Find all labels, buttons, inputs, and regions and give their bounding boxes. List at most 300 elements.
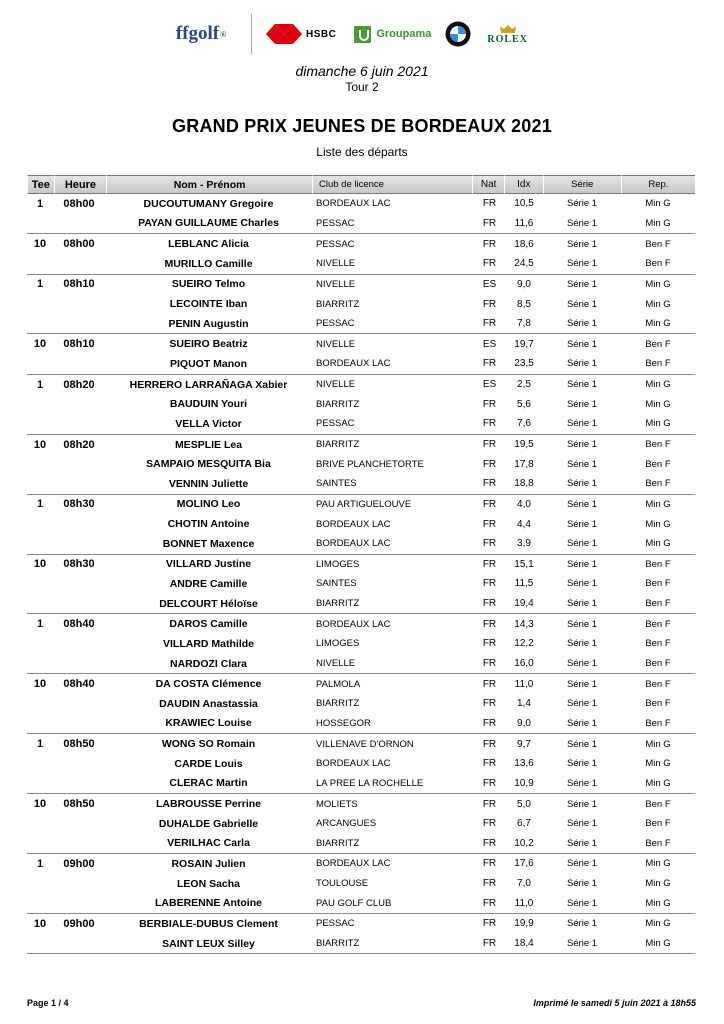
cell-idx: 9,0 xyxy=(517,278,531,290)
page-subtitle: Liste des départs xyxy=(316,145,408,159)
tee-time-group xyxy=(27,854,695,914)
cell-club: BIARRITZ xyxy=(316,698,360,710)
column-header-serie: Série xyxy=(543,175,621,194)
cell-serie: Série 1 xyxy=(566,858,598,870)
table-row xyxy=(27,435,695,455)
cell-rep: Min G xyxy=(645,858,671,870)
cell-club: LIMOGES xyxy=(316,558,360,570)
table-row xyxy=(27,614,695,634)
tee-time-group xyxy=(27,334,695,374)
cell-rep: Ben F xyxy=(645,818,671,830)
cell-club: ARCANGUES xyxy=(316,818,377,830)
cell-nom: DA COSTA Clémence xyxy=(155,678,262,691)
cell-club: BORDEAUX LAC xyxy=(316,758,391,770)
cell-idx: 5,6 xyxy=(517,398,531,410)
cell-tee: 10 xyxy=(33,238,47,251)
cell-tee: 10 xyxy=(33,338,47,351)
cell-nat: FR xyxy=(482,358,497,370)
cell-heure: 08h20 xyxy=(63,438,95,451)
cell-club: PALMOLA xyxy=(316,678,361,690)
cell-rep: Min G xyxy=(645,498,671,510)
cell-nom: CARDE Louis xyxy=(174,757,243,770)
cell-nat: FR xyxy=(482,717,497,729)
cell-nat: FR xyxy=(482,798,497,810)
table-row xyxy=(27,594,695,614)
cell-club: PESSAC xyxy=(316,238,355,250)
cell-club: PAU GOLF CLUB xyxy=(316,897,392,909)
cell-nat: FR xyxy=(482,439,497,450)
cell-nat: FR xyxy=(482,398,497,410)
cell-nom: DUHALDE Gabrielle xyxy=(158,817,259,830)
cell-rep: Ben F xyxy=(645,658,671,670)
cell-idx: 7,6 xyxy=(517,418,531,430)
table-row xyxy=(27,734,695,754)
cell-idx: 19,9 xyxy=(514,918,534,930)
cell-serie: Série 1 xyxy=(566,478,598,490)
tee-time-group xyxy=(27,275,695,335)
cell-serie: Série 1 xyxy=(566,338,598,350)
cell-idx: 24,5 xyxy=(514,258,534,270)
cell-nom: VERILHAC Carla xyxy=(167,837,250,850)
cell-serie: Série 1 xyxy=(566,918,598,930)
cell-tee: 1 xyxy=(36,197,44,210)
cell-serie: Série 1 xyxy=(566,777,598,789)
cell-rep: Ben F xyxy=(645,798,671,810)
cell-serie: Série 1 xyxy=(566,878,598,890)
cell-rep: Ben F xyxy=(645,338,671,350)
cell-serie: Série 1 xyxy=(566,458,598,470)
cell-rep: Min G xyxy=(645,758,671,770)
cell-nom: SAINT LEUX Silley xyxy=(162,937,255,950)
cell-heure: 09h00 xyxy=(63,917,95,930)
cell-nom: LECOINTE Iban xyxy=(169,298,248,311)
cell-idx: 19,7 xyxy=(514,338,534,350)
cell-idx: 2,5 xyxy=(517,379,531,391)
cell-rep: Ben F xyxy=(645,598,671,610)
column-header-tee: Tee xyxy=(27,175,54,194)
table-body xyxy=(27,194,695,954)
cell-nat: FR xyxy=(482,618,497,630)
ffgolf-logo-text: ffgolf xyxy=(175,23,220,44)
cell-club: BIARRITZ xyxy=(316,598,360,610)
cell-nat: FR xyxy=(482,938,497,950)
table-row xyxy=(27,834,695,854)
tee-time-group xyxy=(27,734,695,794)
groupama-icon xyxy=(354,26,371,43)
table-row xyxy=(27,555,695,575)
cell-nom: DELCOURT Héloïse xyxy=(159,597,258,610)
cell-nat: ES xyxy=(482,278,497,290)
cell-idx: 11,0 xyxy=(514,678,534,690)
cell-heure: 08h40 xyxy=(63,678,95,691)
cell-club: NIVELLE xyxy=(316,258,356,270)
cell-nom: DUCOUTUMANY Gregoire xyxy=(143,197,274,210)
cell-nat: FR xyxy=(482,498,497,510)
cell-rep: Min G xyxy=(645,918,671,930)
cell-tee: 1 xyxy=(36,857,44,870)
cell-club: BORDEAUX LAC xyxy=(316,538,391,550)
table-row xyxy=(27,874,695,894)
cell-rep: Min G xyxy=(645,897,671,909)
cell-nom: CHOTIN Antoine xyxy=(167,518,250,531)
cell-serie: Série 1 xyxy=(566,598,598,610)
cell-nat: FR xyxy=(482,318,497,330)
cell-nat: FR xyxy=(482,918,497,930)
cell-nat: FR xyxy=(482,598,497,610)
cell-nat: FR xyxy=(482,858,497,870)
cell-idx: 18,4 xyxy=(514,938,534,950)
cell-nat: FR xyxy=(482,217,497,229)
table-row xyxy=(27,893,695,913)
cell-nom: DAUDIN Anastassia xyxy=(159,697,258,710)
cell-rep: Ben F xyxy=(645,238,671,250)
cell-club: PESSAC xyxy=(316,918,355,930)
cell-rep: Ben F xyxy=(645,458,671,470)
cell-rep: Min G xyxy=(645,777,671,789)
cell-idx: 18,8 xyxy=(514,478,534,490)
cell-tee: 10 xyxy=(33,917,47,930)
table-row xyxy=(27,275,695,295)
cell-nom: WONG SO Romain xyxy=(161,738,256,751)
cell-rep: Ben F xyxy=(645,558,671,570)
cell-idx: 7,8 xyxy=(517,318,531,330)
start-list-table xyxy=(27,175,695,954)
cell-idx: 8,5 xyxy=(517,298,531,310)
cell-rep: Min G xyxy=(645,518,671,530)
cell-nat: FR xyxy=(482,658,497,670)
cell-serie: Série 1 xyxy=(566,418,598,430)
cell-serie: Série 1 xyxy=(566,678,598,690)
cell-idx: 10,9 xyxy=(514,777,534,789)
cell-club: BIARRITZ xyxy=(316,837,360,849)
cell-nom: LEON Sacha xyxy=(176,877,241,890)
cell-rep: Min G xyxy=(645,418,671,430)
tee-time-group xyxy=(27,794,695,854)
cell-rep: Ben F xyxy=(645,678,671,690)
cell-nom: PAYAN GUILLAUME Charles xyxy=(138,217,279,230)
cell-rep: Min G xyxy=(645,198,671,210)
cell-heure: 08h10 xyxy=(63,338,95,351)
cell-club: PESSAC xyxy=(316,418,355,430)
page-number: Page 1 / 4 xyxy=(27,998,69,1008)
cell-serie: Série 1 xyxy=(566,278,598,290)
cell-club: TOULOUSE xyxy=(316,878,369,890)
cell-idx: 10,2 xyxy=(514,837,534,849)
cell-tee: 1 xyxy=(36,498,44,511)
cell-serie: Série 1 xyxy=(566,897,598,909)
table-row xyxy=(27,214,695,234)
cell-club: BIARRITZ xyxy=(316,439,360,450)
cell-club: NIVELLE xyxy=(316,379,356,391)
cell-serie: Série 1 xyxy=(566,658,598,670)
cell-serie: Série 1 xyxy=(566,258,598,270)
cell-nom: SUEIRO Telmo xyxy=(171,278,246,291)
cell-rep: Ben F xyxy=(645,618,671,630)
cell-rep: Ben F xyxy=(645,698,671,710)
rolex-logo xyxy=(487,24,528,45)
cell-club: BORDEAUX LAC xyxy=(316,198,391,210)
cell-idx: 10,5 xyxy=(514,198,534,210)
cell-nat: FR xyxy=(482,878,497,890)
cell-idx: 3,9 xyxy=(517,538,531,550)
tee-time-group xyxy=(27,234,695,274)
cell-nat: FR xyxy=(482,678,497,690)
cell-nom: DAROS Camille xyxy=(169,618,248,631)
cell-idx: 1,4 xyxy=(517,698,531,710)
cell-nat: FR xyxy=(482,578,497,590)
table-header xyxy=(27,175,695,194)
cell-idx: 17,8 xyxy=(514,458,534,470)
cell-idx: 23,5 xyxy=(514,358,534,370)
table-row xyxy=(27,634,695,654)
cell-heure: 08h50 xyxy=(63,738,95,751)
cell-nat: FR xyxy=(482,738,497,750)
cell-serie: Série 1 xyxy=(566,758,598,770)
cell-rep: Ben F xyxy=(645,358,671,370)
cell-nom: PENIN Augustin xyxy=(168,317,249,330)
cell-idx: 7,0 xyxy=(517,878,531,890)
cell-tee: 1 xyxy=(36,738,44,751)
cell-club: PESSAC xyxy=(316,217,355,229)
cell-rep: Ben F xyxy=(645,478,671,490)
round-label: Tour 2 xyxy=(345,80,379,94)
cell-idx: 11,5 xyxy=(514,578,534,590)
column-header-idx: Idx xyxy=(504,175,543,194)
cell-idx: 19,4 xyxy=(514,598,534,610)
cell-idx: 6,7 xyxy=(517,818,531,830)
cell-rep: Ben F xyxy=(645,837,671,849)
table-row xyxy=(27,514,695,534)
groupama-logo xyxy=(354,26,431,43)
cell-club: BORDEAUX LAC xyxy=(316,518,391,530)
cell-nom: KRAWIEC Louise xyxy=(165,717,252,730)
cell-serie: Série 1 xyxy=(566,638,598,650)
print-date: Imprimé le samedi 5 juin 2021 à 18h55 xyxy=(533,998,696,1008)
cell-serie: Série 1 xyxy=(566,798,598,810)
cell-nat: ES xyxy=(482,379,497,391)
cell-club: NIVELLE xyxy=(316,278,356,290)
groupama-logo-text: Groupama xyxy=(376,28,432,40)
cell-club: SAINTES xyxy=(316,478,357,490)
cell-nat: ES xyxy=(482,338,497,350)
cell-serie: Série 1 xyxy=(566,717,598,729)
cell-serie: Série 1 xyxy=(566,738,598,750)
hsbc-hexagon-icon xyxy=(266,24,302,44)
table-row xyxy=(27,454,695,474)
cell-nat: FR xyxy=(482,298,497,310)
cell-nom: ROSAIN Julien xyxy=(171,857,246,870)
cell-nom: LEBLANC Alicia xyxy=(168,238,249,251)
cell-nom: PIQUOT Manon xyxy=(170,357,247,370)
cell-nat: FR xyxy=(482,897,497,909)
cell-tee: 10 xyxy=(33,678,47,691)
cell-serie: Série 1 xyxy=(566,398,598,410)
cell-rep: Min G xyxy=(645,878,671,890)
table-row xyxy=(27,774,695,794)
cell-heure: 08h30 xyxy=(63,558,95,571)
cell-heure: 08h00 xyxy=(63,238,95,251)
cell-serie: Série 1 xyxy=(566,538,598,550)
cell-idx: 4,4 xyxy=(517,518,531,530)
cell-idx: 19,5 xyxy=(514,439,534,450)
cell-club: BORDEAUX LAC xyxy=(316,858,391,870)
cell-nat: FR xyxy=(482,518,497,530)
table-row xyxy=(27,534,695,554)
table-row xyxy=(27,694,695,714)
cell-heure: 09h00 xyxy=(63,857,95,870)
cell-nom: VELLA Victor xyxy=(175,417,242,430)
tee-time-group xyxy=(27,555,695,615)
cell-serie: Série 1 xyxy=(566,439,598,450)
tee-time-group xyxy=(27,435,695,495)
cell-nom: SAMPAIO MESQUITA Bia xyxy=(146,458,271,471)
tee-time-group xyxy=(27,194,695,234)
table-row xyxy=(27,314,695,334)
cell-nat: FR xyxy=(482,698,497,710)
tee-time-group xyxy=(27,914,695,954)
table-row xyxy=(27,814,695,834)
cell-idx: 15,1 xyxy=(514,558,534,570)
cell-club: VILLENAVE D'ORNON xyxy=(316,738,414,750)
cell-rep: Min G xyxy=(645,538,671,550)
rolex-crown-icon xyxy=(499,24,517,34)
cell-serie: Série 1 xyxy=(566,578,598,590)
table-row xyxy=(27,495,695,515)
cell-idx: 4,0 xyxy=(517,498,531,510)
cell-club: LIMOGES xyxy=(316,638,360,650)
cell-nat: FR xyxy=(482,837,497,849)
cell-rep: Ben F xyxy=(645,439,671,450)
event-date: dimanche 6 juin 2021 xyxy=(295,63,429,79)
cell-serie: Série 1 xyxy=(566,518,598,530)
cell-heure: 08h00 xyxy=(63,197,95,210)
ffgolf-logo xyxy=(155,23,247,45)
cell-nom: LABROUSSE Perrine xyxy=(155,798,262,811)
tee-time-group xyxy=(27,674,695,734)
cell-rep: Min G xyxy=(645,318,671,330)
table-row xyxy=(27,934,695,954)
cell-serie: Série 1 xyxy=(566,837,598,849)
cell-tee: 10 xyxy=(33,798,47,811)
cell-idx: 5,0 xyxy=(517,798,531,810)
cell-rep: Ben F xyxy=(645,258,671,270)
cell-club: BIARRITZ xyxy=(316,298,360,310)
column-header-club: Club de licence xyxy=(312,175,472,194)
cell-serie: Série 1 xyxy=(566,298,598,310)
cell-rep: Min G xyxy=(645,217,671,229)
column-header-nat: Nat xyxy=(472,175,504,194)
cell-nat: FR xyxy=(482,478,497,490)
cell-nom: VILLARD Justine xyxy=(165,558,252,571)
tee-time-group xyxy=(27,614,695,674)
cell-serie: Série 1 xyxy=(566,198,598,210)
cell-rep: Ben F xyxy=(645,638,671,650)
table-row xyxy=(27,294,695,314)
table-row xyxy=(27,854,695,874)
cell-nat: FR xyxy=(482,238,497,250)
cell-club: NIVELLE xyxy=(316,658,356,670)
hsbc-logo xyxy=(266,24,336,44)
cell-nat: FR xyxy=(482,538,497,550)
cell-nom: MESPLIE Lea xyxy=(174,438,243,451)
cell-idx: 9,7 xyxy=(517,738,531,750)
cell-serie: Série 1 xyxy=(566,498,598,510)
column-header-rep: Rep. xyxy=(621,175,695,194)
cell-club: BORDEAUX LAC xyxy=(316,618,391,630)
table-row xyxy=(27,674,695,694)
column-header-nom: Nom - Prénom xyxy=(106,175,312,194)
sponsor-bar xyxy=(155,10,575,58)
cell-idx: 12,2 xyxy=(514,638,534,650)
cell-tee: 10 xyxy=(33,438,47,451)
cell-nom: MURILLO Camille xyxy=(164,257,253,270)
tee-time-group xyxy=(27,495,695,555)
cell-nom: BAUDUIN Youri xyxy=(169,398,248,411)
table-row xyxy=(27,194,695,214)
cell-nat: FR xyxy=(482,198,497,210)
cell-club: LA PREE LA ROCHELLE xyxy=(316,777,424,789)
cell-club: PAU ARTIGUELOUVE xyxy=(316,498,412,510)
cell-rep: Min G xyxy=(645,398,671,410)
cell-idx: 18,6 xyxy=(514,238,534,250)
cell-nat: FR xyxy=(482,777,497,789)
cell-nom: VILLARD Mathilde xyxy=(163,637,254,650)
cell-idx: 11,0 xyxy=(514,897,534,909)
cell-serie: Série 1 xyxy=(566,938,598,950)
cell-club: MOLIETS xyxy=(316,798,358,810)
cell-idx: 16,0 xyxy=(514,658,534,670)
cell-idx: 14,3 xyxy=(514,618,534,630)
cell-nat: FR xyxy=(482,558,497,570)
cell-heure: 08h30 xyxy=(63,498,95,511)
cell-club: HOSSEGOR xyxy=(316,717,371,729)
hsbc-logo-text: HSBC xyxy=(306,28,337,40)
cell-serie: Série 1 xyxy=(566,618,598,630)
cell-serie: Série 1 xyxy=(566,379,598,391)
tee-time-group xyxy=(27,375,695,435)
cell-serie: Série 1 xyxy=(566,217,598,229)
cell-serie: Série 1 xyxy=(566,818,598,830)
rolex-logo-text: ROLEX xyxy=(487,33,528,45)
table-row xyxy=(27,414,695,434)
table-row xyxy=(27,794,695,814)
cell-nat: FR xyxy=(482,638,497,650)
cell-nom: LABERENNE Antoine xyxy=(155,897,262,910)
cell-tee: 1 xyxy=(36,378,44,391)
cell-nat: FR xyxy=(482,758,497,770)
cell-rep: Min G xyxy=(645,278,671,290)
cell-tee: 1 xyxy=(36,278,44,291)
cell-club: BIARRITZ xyxy=(316,938,360,950)
logo-divider xyxy=(251,14,252,54)
cell-serie: Série 1 xyxy=(566,698,598,710)
table-row xyxy=(27,234,695,254)
page-title: GRAND PRIX JEUNES DE BORDEAUX 2021 xyxy=(172,116,552,136)
cell-serie: Série 1 xyxy=(566,358,598,370)
cell-rep: Min G xyxy=(645,298,671,310)
cell-idx: 17,6 xyxy=(514,858,534,870)
table-row xyxy=(27,254,695,274)
cell-nom: HERRERO LARRAÑAGA Xabier xyxy=(129,378,288,391)
cell-serie: Série 1 xyxy=(566,318,598,330)
cell-nom: CLERAC Martin xyxy=(169,777,248,790)
table-row xyxy=(27,354,695,374)
cell-serie: Série 1 xyxy=(566,558,598,570)
cell-idx: 9,0 xyxy=(517,717,531,729)
cell-idx: 13,6 xyxy=(514,758,534,770)
cell-club: SAINTES xyxy=(316,578,357,590)
cell-heure: 08h20 xyxy=(63,378,95,391)
